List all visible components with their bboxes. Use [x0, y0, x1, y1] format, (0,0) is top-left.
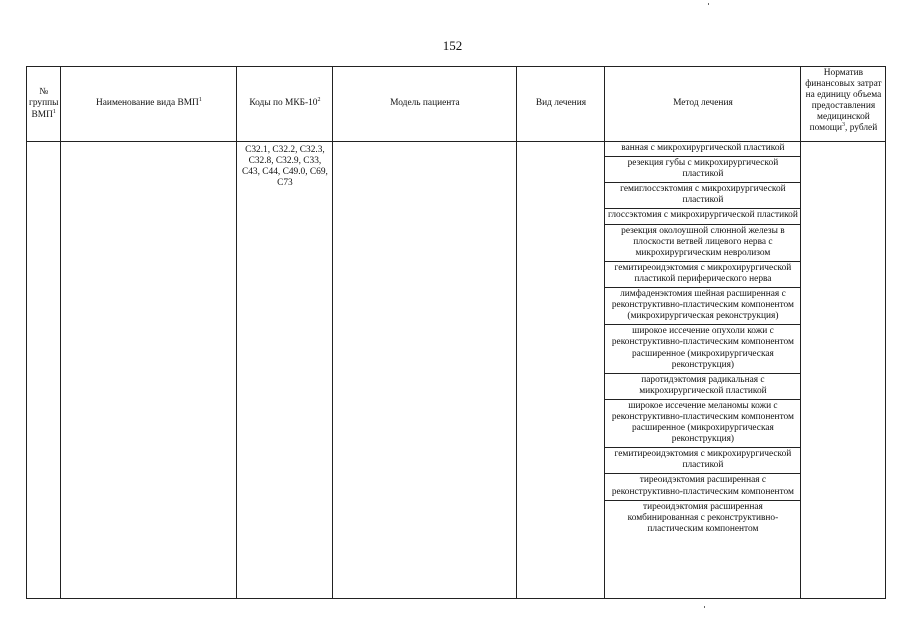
method-item: паротидэктомия радикальная с микрохирургической пластикой [605, 374, 800, 400]
method-item: резекция губы с микрохирургической пластикой [605, 157, 800, 183]
scan-speck [708, 3, 709, 5]
header-icd-codes: Коды по МКБ-$10^2$ [237, 67, 333, 142]
method-item: широкое иссечение опухоли кожи с реконструктивно-пластическим компонентом расширенное (микрохирургическая реконструкция) [605, 325, 800, 373]
method-item: лимфаденэктомия шейная расширенная с реконструктивно-пластическим компонентом (микрохирургическая реконструкция) [605, 288, 800, 325]
cell-financial-norm [801, 142, 886, 599]
header-treatment-type: Вид лечения [517, 67, 605, 142]
method-item: гемитиреоидэктомия с микрохирургической пластикой [605, 448, 800, 474]
cell-treatment-type [517, 142, 605, 599]
header-method: Метод лечения [605, 67, 801, 142]
cell-group-no [27, 142, 61, 599]
header-patient-model: Модель пациента [333, 67, 517, 142]
cell-icd-codes: C32.1, C32.2, C32.3, C32.8, C32.9, C33, C43, C44, C49.0, C69, C73 [237, 142, 333, 599]
header-vmp-name: Наименование вида ВМП$^1$ [61, 67, 237, 142]
page-number: 152 [442, 38, 463, 53]
cell-patient-model [333, 142, 517, 599]
method-item: тиреоидэктомия расширенная с реконструктивно-пластическим компонентом [605, 474, 800, 500]
method-item: гемитиреоидэктомия с микрохирургической пластикой периферического нерва [605, 262, 800, 288]
header-financial-norm: Норматив финансовых затрат на единицу объема предоставления медицинской помощи$^3$, рублей [801, 67, 886, 142]
header-row [27, 67, 886, 142]
method-item: ванная с микрохирургической пластикой [605, 142, 800, 157]
scan-speck [704, 606, 705, 608]
method-item: резекция околоушной слюнной железы в плоскости ветвей лицевого нерва с микрохирургическим невролизом [605, 225, 800, 262]
cell-methods [605, 142, 801, 599]
vmp-table [26, 66, 886, 599]
method-item: тиреоидэктомия расширенная комбинированная с реконструктивно-пластическим компонентом [627, 501, 779, 534]
table-row [27, 142, 886, 599]
method-item: широкое иссечение меланомы кожи с реконструктивно-пластическим компонентом расширенное (микрохирургическая реконструкция) [605, 400, 800, 448]
method-item: гемиглоссэктомия с микрохирургической пластикой [605, 183, 800, 209]
header-group-no: № группы ВМП$^1$ [27, 67, 61, 142]
method-item: глоссэктомия с микрохирургической пластикой [605, 209, 800, 224]
cell-vmp-name [61, 142, 237, 599]
